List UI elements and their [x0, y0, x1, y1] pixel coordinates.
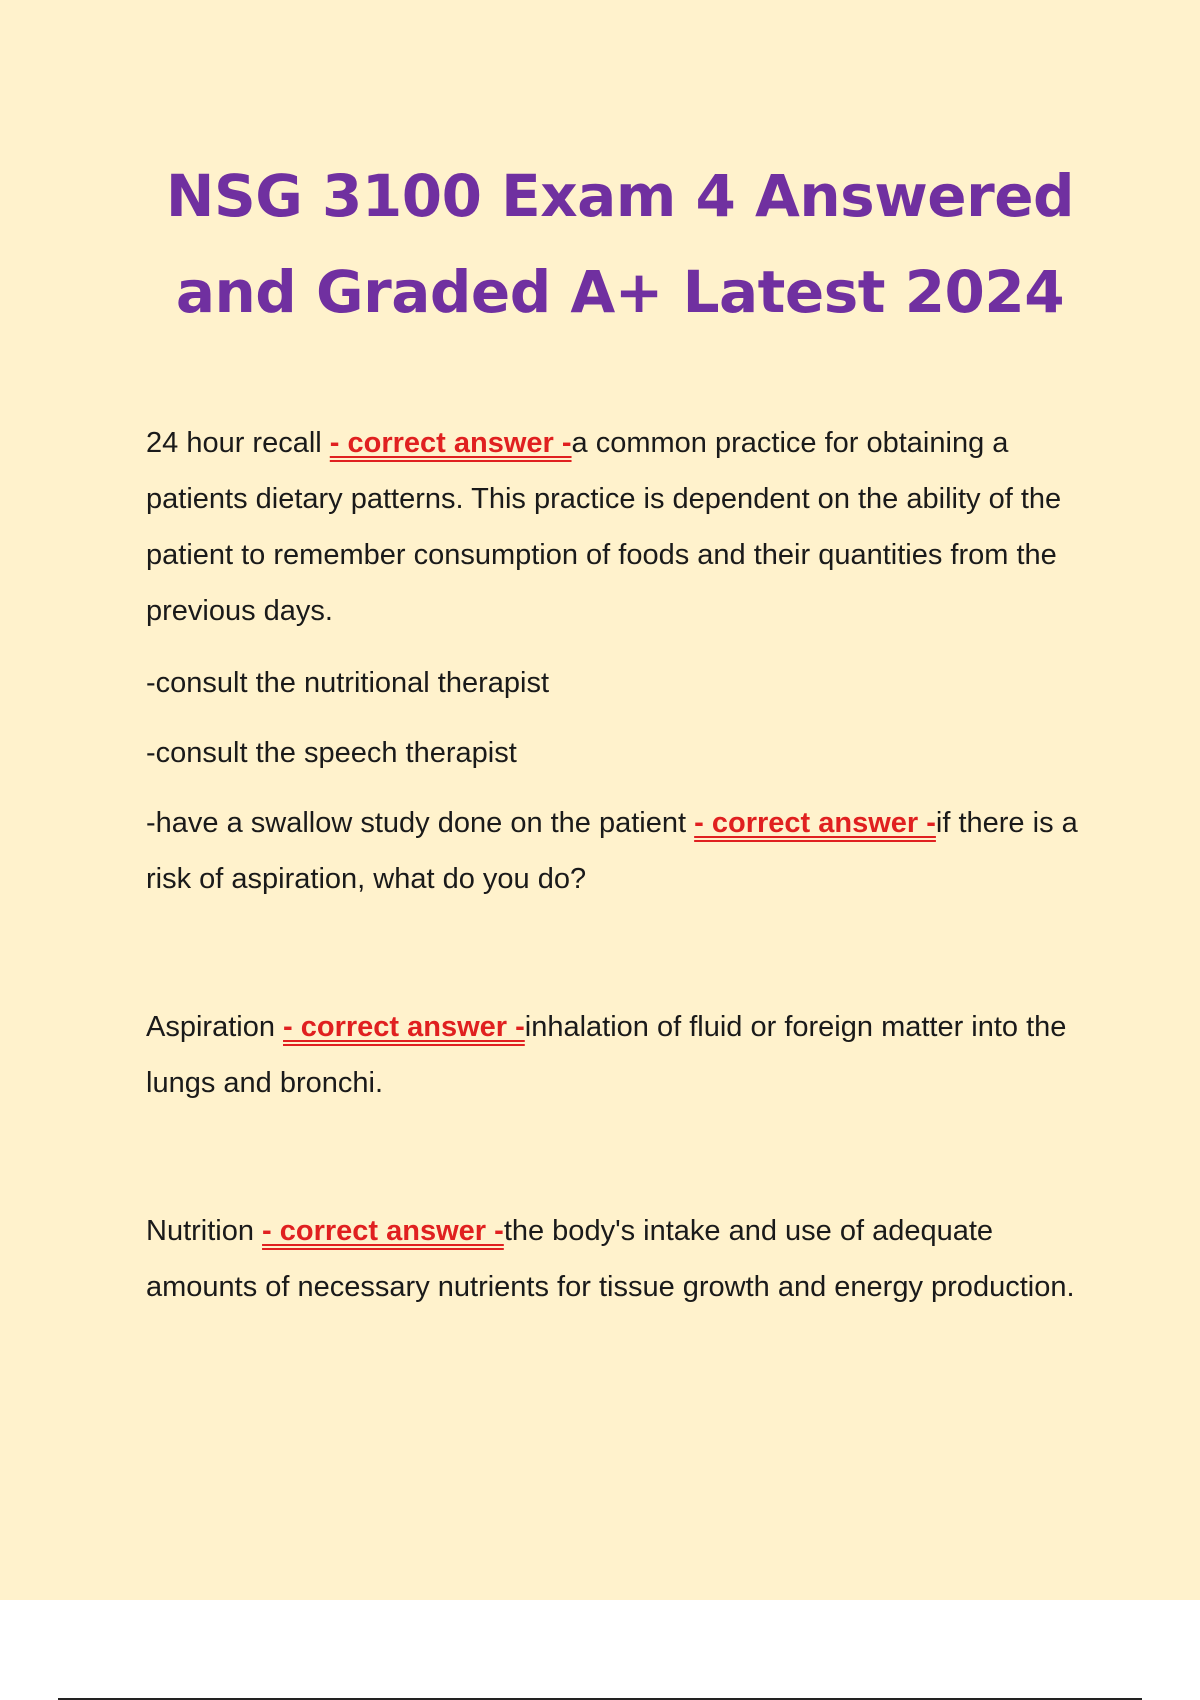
qa-entry-aspiration: [146, 999, 1096, 1111]
entry-definition: the body's intake and use of adequate amounts of necessary nutrients for tissue growth and energy production.: [146, 1215, 1075, 1303]
list-line-speech-therapist: -consult the speech therapist: [146, 737, 517, 769]
correct-answer-marker: - correct answer -: [283, 1011, 525, 1043]
entry-term: Nutrition: [146, 1215, 263, 1247]
correct-answer-marker: - correct answer -: [329, 427, 572, 459]
entry-term: Aspiration: [146, 1011, 284, 1043]
spacer: [146, 781, 1096, 795]
spacer: [146, 639, 1096, 655]
qa-entry-swallow-study: [146, 795, 1096, 907]
entry-definition: a common practice for obtaining a patients dietary patterns. This practice is dependent on the ability of the patient to remember consumption of foods and their quantities from the previous days.: [146, 427, 1062, 627]
spacer: [146, 1111, 1096, 1203]
correct-answer-marker: - correct answer -: [694, 807, 936, 839]
entry-term: 24 hour recall: [146, 427, 330, 459]
title-line-1: NSG 3100 Exam 4 Answered: [165, 162, 1075, 230]
entry-definition: if there is a risk of aspiration, what do you do?: [146, 807, 1078, 895]
page-title: [0, 148, 1200, 340]
qa-entry-24-hour-recall: [146, 415, 1096, 639]
spacer: [146, 711, 1096, 725]
document-body: [146, 415, 1096, 1315]
entry-term: -have a swallow study done on the patient: [146, 807, 695, 839]
qa-entry-nutrition: [146, 1203, 1096, 1315]
title-line-2: and Graded A+ Latest 2024: [175, 258, 1065, 326]
list-line-nutritional-therapist: -consult the nutritional therapist: [146, 667, 549, 699]
correct-answer-marker: - correct answer -: [262, 1215, 504, 1247]
spacer: [146, 907, 1096, 999]
entry-definition: inhalation of fluid or foreign matter into the lungs and bronchi.: [146, 1011, 1067, 1099]
